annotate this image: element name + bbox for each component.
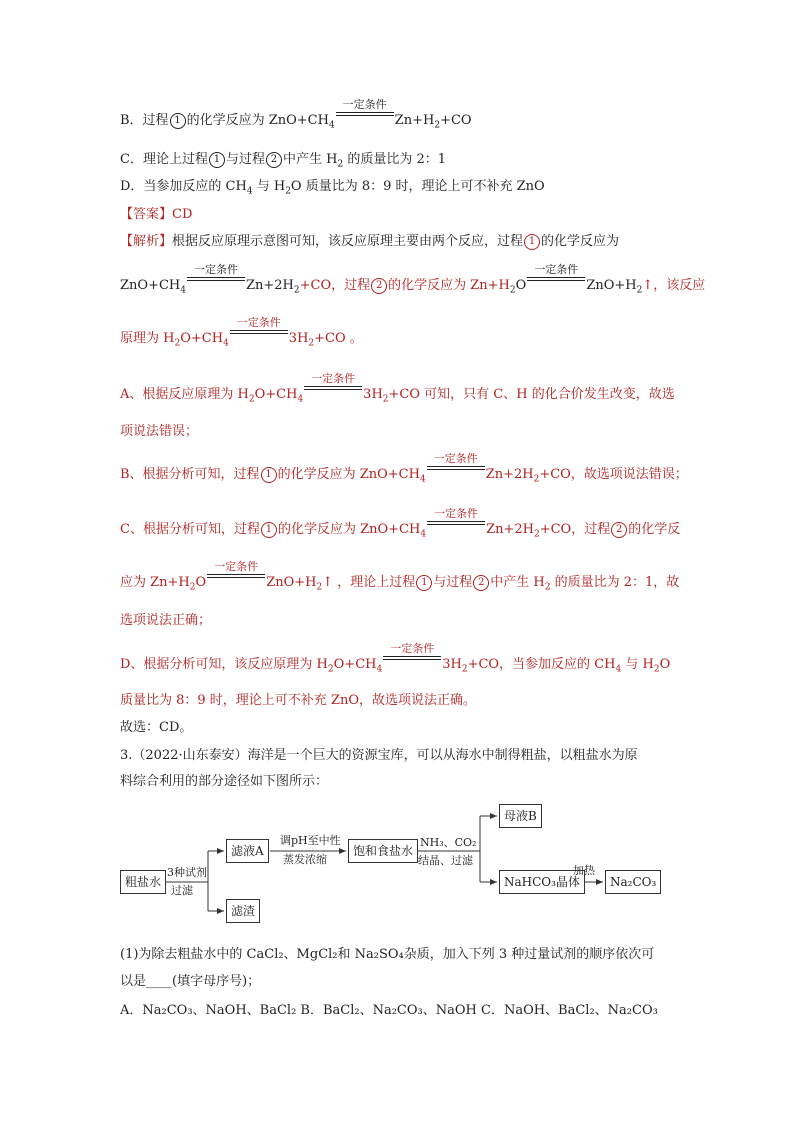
analysis-line-1: 【解析】根据反应原理示意图可知，该反应原理主要由两个反应，过程 1 的化学反应为 — [120, 234, 620, 249]
flow-label-evaporate: 蒸发浓缩 — [283, 853, 327, 866]
circled-number-1: 1 — [524, 234, 540, 250]
flow-box-na2co3: Na₂CO₃ — [605, 870, 661, 894]
flow-box-filtrate-a: 滤液A — [226, 839, 269, 863]
analysis-option-b: B、根据分析可知，过程 1 的化学反应为 $ZnO+CH_4$ 一定条件 $Zn+2H_2+CO$，故选项说法错误； — [120, 452, 688, 485]
analysis-option-a: A、根据反应原理为 $H_2O+CH_4$ 一定条件 $3H_2+CO$ 可知，只有 C、H 的化合价发生改变，故选 — [120, 372, 675, 405]
answer: 【答案】CD — [120, 207, 193, 222]
sub-question-1-options: A．Na₂CO₃、NaOH、BaCl₂ B．BaCl₂、Na₂CO₃、NaOH C．NaOH、BaCl₂、Na₂CO₃ — [120, 1003, 658, 1018]
flow-label-filter: 过滤 — [171, 884, 193, 897]
option-c: C．理论上过程 1 与过程 2 中产生 $H_2$ 的质量比为 2：1 — [120, 152, 446, 170]
flow-label-nh3-co2: NH₃、CO₂ — [420, 836, 477, 849]
condition-arrow: 一定条件 — [336, 108, 394, 126]
analysis-option-c: C、根据分析可知，过程 1 的化学反应为 $ZnO+CH_4$ 一定条件 $Zn+2H_2+CO$，过程 2 的化学反 — [120, 507, 681, 540]
analysis-line-2: $ZnO+CH_4$ 一定条件 $Zn+2H_2+CO$，过程 2 的化学反应为 $Zn+H_2O$ 一定条件 $ZnO+H_2↑$，该反应 — [120, 263, 706, 296]
option-b: B．过程 1 的化学反应为 $ZnO+CH_4$ 一定条件 $Zn+H_2+CO$ — [120, 98, 472, 131]
analysis-line-3: 原理为 $H_2O+CH_4$ 一定条件 $3H_2+CO$ 。 — [120, 316, 363, 349]
analysis-option-a-cont: 项说法错误； — [120, 424, 199, 439]
sub-question-1-line-1: (1)为除去粗盐水中的 CaCl₂、MgCl₂和 Na₂SO₄杂质，加入下列 3 种过量试剂的顺序依次可 — [120, 947, 655, 962]
flow-box-saturated-brine: 饱和食盐水 — [348, 839, 418, 863]
flow-label-ph: 调pH至中性 — [280, 834, 341, 847]
flow-label-reagents: 3种试剂 — [167, 866, 207, 879]
circled-number-1: 1 — [170, 113, 186, 129]
flow-box-crude-brine: 粗盐水 — [120, 870, 166, 894]
flow-box-mother-liquor-b: 母液B — [499, 804, 542, 828]
analysis-option-d-2: 质量比为 8：9 时，理论上可不补充 ZnO，故选项说法正确。 — [120, 693, 477, 708]
circled-number-2: 2 — [266, 152, 282, 168]
sub-question-1-line-2: 以是____(填字母序号)； — [120, 974, 261, 989]
analysis-option-d: D、根据分析可知，该反应原理为 $H_2O+CH_4$ 一定条件 $3H_2+CO$，当参加反应的 $CH_4$ 与 $H_2O$ — [120, 642, 671, 675]
flow-box-nahco3-crystal: NaHCO₃晶体 — [499, 870, 585, 894]
question-3-line-1: 3.（2022·山东泰安）海洋是一个巨大的资源宝库，可以从海水中制得粗盐，以粗盐水为原 — [120, 748, 638, 763]
circled-number-1: 1 — [209, 152, 225, 168]
flow-label-heat: 加热 — [573, 864, 595, 877]
analysis-option-c-2: 应为 $Zn+H_2O$ 一定条件 $ZnO+H_2↑$ ，理论上过程 1 与过程 2 中产生 $H_2$ 的质量比为 2：1，故 — [120, 560, 680, 593]
question-3-line-2: 料综合利用的部分途径如下图所示： — [120, 774, 329, 789]
conclusion: 故选：CD。 — [120, 720, 193, 735]
analysis-option-c-3: 选项说法正确； — [120, 613, 212, 628]
option-d: D．当参加反应的 $CH_4$ 与 $H_2O$ 质量比为 8：9 时，理论上可不补充 ZnO — [120, 179, 545, 197]
flow-label-crystallize: 结晶、过滤 — [418, 854, 473, 867]
flow-box-residue: 滤渣 — [226, 899, 260, 923]
